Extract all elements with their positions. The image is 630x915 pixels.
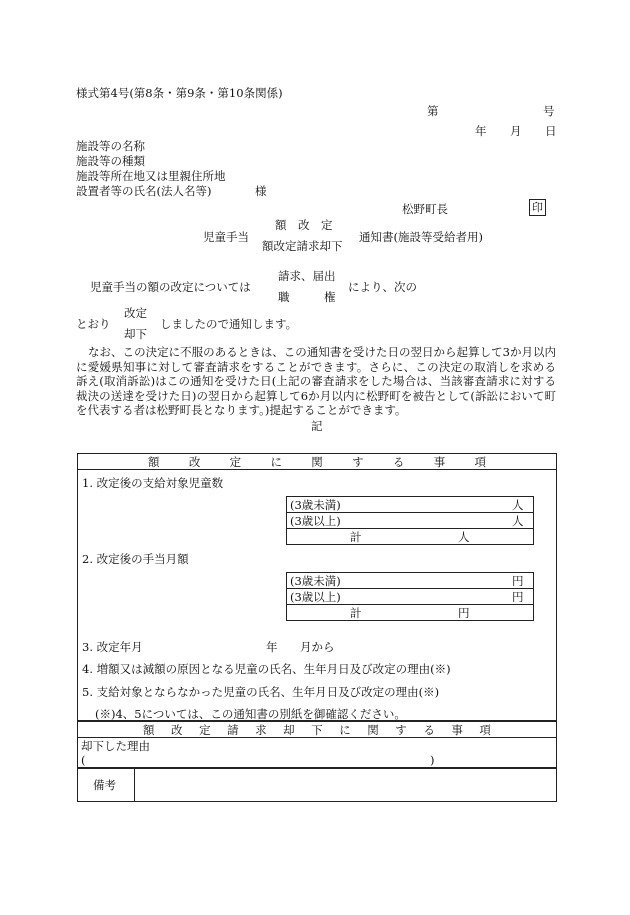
amount-under3-unit: 円 [512, 574, 524, 588]
intro-option-authority: 職 権 [278, 290, 336, 304]
title-option-revision: 額 改 定 [275, 218, 333, 232]
appendix-note: (※)4、5については、この通知書の別紙を御確認ください。 [95, 707, 406, 721]
item2-label: 2. 改定後の手当月額 [82, 552, 189, 566]
child-count-total-label: 計 [350, 530, 362, 544]
header-char: 関 [367, 723, 379, 737]
header-char: 却 [283, 723, 295, 737]
appeal-notice: なお、この決定に不服のあるときは、この通知書を受けた日の翌日から起算して3か月以内に愛媛県知事に対して審査請求をすることができます。さらに、この決定の取消しを求める訴え(取消訴訟)はこの通知を受けた日(上記の審査請求をした場合は、当該審査請求に対する裁決の送達を受けた日)の翌日から起算して6か月以内に松野町を被告として(訴訟において町を代表する者は松野町長となります。)提起することができます。 [76, 345, 556, 417]
amount-over3-label: (3歳以上) [290, 590, 341, 604]
section1-header [148, 455, 486, 469]
title-option-rejection: 額改定請求却下 [262, 239, 343, 253]
facility-name-label: 施設等の名称 [76, 139, 145, 153]
amount-total-label: 計 [350, 606, 362, 620]
header-char: 項 [479, 723, 491, 737]
item5-label: 5. 支給対象とならなかった児童の氏名、生年月日及び改定の理由(※) [82, 685, 440, 699]
remarks-divider [134, 768, 135, 802]
seal-mark: 印 [529, 199, 546, 216]
facility-type-label: 施設等の種類 [76, 154, 145, 168]
header-char: 額 [143, 723, 155, 737]
facility-address-label: 施設等所在地又は里親住所地 [76, 169, 226, 183]
header-char: 改 [171, 723, 183, 737]
item3-month: 月から [300, 640, 335, 654]
ki-heading: 記 [311, 419, 323, 433]
date-month: 月 [510, 124, 522, 138]
item3-year: 年 [266, 640, 278, 654]
header-char: 事 [433, 455, 446, 469]
child-count-over3-unit: 人 [512, 514, 524, 528]
document-number-go: 号 [543, 104, 555, 118]
honorific: 様 [255, 184, 267, 198]
child-count-total-unit: 人 [458, 530, 470, 544]
rejection-reason-label: 却下した理由 [81, 739, 150, 753]
header-char: に [339, 723, 351, 737]
intro-text-1: 児童手当の額の改定については [90, 280, 251, 294]
header-char: る [392, 455, 405, 469]
item1-label: 1. 改定後の支給対象児童数 [82, 476, 224, 490]
header-char: 請 [227, 723, 239, 737]
header-char: す [352, 455, 364, 469]
intro-option-request: 請求、届出 [278, 269, 336, 283]
section1-header-divider [77, 469, 557, 470]
reason-paren-close: ) [430, 753, 435, 767]
intro-text-4: しましたので通知します。 [160, 317, 298, 331]
header-char: 事 [451, 723, 463, 737]
remarks-box [77, 768, 557, 802]
header-char: 改 [188, 455, 201, 469]
header-char: す [395, 723, 407, 737]
intro-option-reject: 却下 [124, 327, 147, 341]
item4-label: 4. 増額又は減額の原因となる児童の氏名、生年月日及び改定の理由(※) [82, 662, 451, 676]
title-suffix: 通知書(施設等受給者用) [359, 230, 483, 244]
date-year: 年 [475, 124, 487, 138]
intro-text-2: により、次の [348, 280, 417, 294]
header-char: 関 [311, 455, 323, 469]
table-divider [286, 588, 534, 589]
header-char: 定 [229, 455, 242, 469]
header-char: 求 [255, 723, 267, 737]
amount-over3-unit: 円 [512, 590, 524, 604]
child-count-over3-label: (3歳以上) [290, 514, 341, 528]
table-divider [286, 604, 534, 605]
item3-label: 3. 改定年月 [82, 640, 143, 654]
table-divider [286, 512, 534, 513]
header-char: 定 [199, 723, 211, 737]
amount-under3-label: (3歳未満) [290, 574, 341, 588]
form-number: 様式第4号(第8条・第9条・第10条関係) [76, 86, 283, 100]
table-divider [286, 528, 534, 529]
date-day: 日 [545, 124, 557, 138]
intro-text-3: とおり [76, 317, 111, 331]
amount-total-unit: 円 [458, 606, 470, 620]
header-char: 下 [311, 723, 323, 737]
founder-name-label: 設置者等の氏名(法人名等) [76, 184, 212, 198]
sender-name: 松野町長 [402, 202, 448, 216]
header-char: に [270, 455, 282, 469]
document-number-dai: 第 [427, 104, 439, 118]
intro-option-revise: 改定 [124, 306, 147, 320]
title-prefix: 児童手当 [203, 230, 249, 244]
header-char: る [423, 723, 435, 737]
header-char: 項 [474, 455, 486, 469]
section2-header-divider [77, 737, 557, 738]
child-count-under3-label: (3歳未満) [290, 498, 341, 512]
header-char: 額 [148, 455, 160, 469]
remarks-label: 備考 [93, 778, 116, 792]
section2-header [143, 723, 491, 737]
reason-paren-open: ( [81, 753, 86, 767]
child-count-under3-unit: 人 [512, 498, 524, 512]
